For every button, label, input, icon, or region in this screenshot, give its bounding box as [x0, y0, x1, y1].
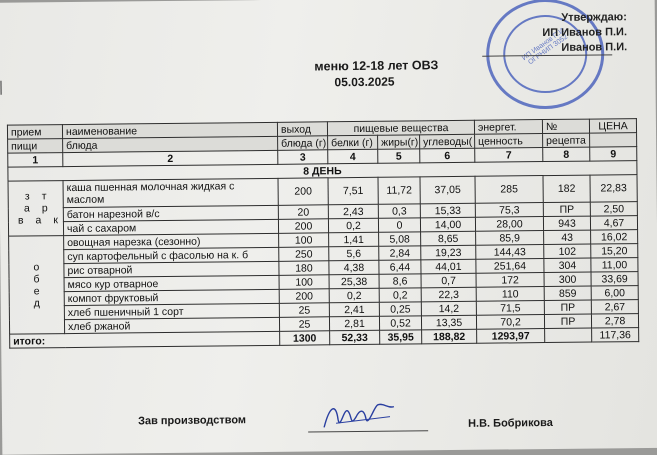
head-number: № — [542, 119, 589, 133]
dish-price: 22,83 — [590, 175, 637, 202]
index-cell: 2 — [63, 150, 278, 166]
dish-name: батон нарезной в/с — [63, 205, 278, 221]
head-carbs: углеводы( — [420, 134, 475, 149]
day-label: 8 ДЕНЬ — [8, 161, 637, 182]
dish-protein: 0,2 — [329, 288, 379, 303]
head-name: наименование — [62, 122, 277, 138]
approval-org: ИП Иванов П.И. — [542, 26, 628, 40]
head-name-2: блюда — [63, 136, 278, 152]
total-recipe — [545, 328, 592, 342]
margin-mark — [0, 81, 1, 95]
head-price-2 — [590, 133, 637, 147]
dish-weight: 200 — [278, 178, 328, 206]
approval-title: Утверждаю: — [561, 11, 627, 24]
dish-carbs: 44,01 — [421, 259, 476, 274]
dish-name: мясо кур отварное — [64, 275, 279, 291]
dish-name: рис отварной — [64, 261, 279, 277]
index-cell: 4 — [328, 149, 378, 164]
dish-price: 6,00 — [591, 286, 638, 300]
dish-protein: 2,41 — [329, 302, 379, 317]
dish-price: 2,78 — [591, 314, 638, 328]
head-energy: энергет. — [474, 120, 542, 135]
dish-price: 2,67 — [591, 300, 638, 314]
dish-carbs: 13,35 — [421, 315, 476, 330]
dish-fat: 11,72 — [378, 177, 420, 204]
dish-price: 4,67 — [590, 216, 637, 230]
dish-weight: 25 — [279, 317, 329, 332]
head-nutrients: пищевые вещества — [327, 120, 474, 136]
dish-recipe: 943 — [543, 216, 590, 230]
approval-person: Иванов П.И. — [561, 41, 628, 54]
dish-energy: 172 — [476, 273, 544, 288]
dish-recipe: 102 — [544, 244, 591, 258]
dish-fat: 0,52 — [379, 316, 421, 330]
dish-price: 15,20 — [591, 244, 638, 258]
total-energy: 1293,97 — [477, 329, 545, 344]
index-cell: 9 — [590, 147, 637, 161]
dish-name: хлеб пшеничный 1 сорт — [64, 303, 279, 319]
dish-price: 33,69 — [591, 272, 638, 286]
index-cell: 6 — [420, 148, 475, 163]
dish-energy: 85,9 — [476, 231, 544, 246]
dish-protein: 0,2 — [328, 218, 378, 233]
dish-protein: 2,43 — [328, 204, 378, 219]
dish-protein: 2,81 — [329, 316, 379, 331]
dish-fat: 0,25 — [379, 302, 421, 316]
dish-protein: 25,38 — [329, 274, 379, 289]
dish-weight: 100 — [279, 233, 329, 248]
menu-table — [7, 118, 639, 349]
dish-energy: 110 — [476, 287, 544, 302]
dish-fat: 8,6 — [379, 274, 421, 288]
dish-carbs: 19,23 — [421, 245, 476, 260]
lunch-label: о б е д — [9, 236, 65, 335]
dish-recipe: ПР — [544, 300, 591, 314]
dish-price: 2,50 — [590, 202, 637, 216]
head-protein: белки (г) — [328, 135, 378, 150]
manager-name: Н.В. Бобрикова — [468, 416, 553, 430]
dish-recipe: 304 — [544, 258, 591, 272]
dish-energy: 285 — [475, 176, 543, 204]
dish-energy: 75,3 — [475, 203, 543, 218]
head-meal-2: пищи — [8, 139, 63, 154]
index-cell: 7 — [475, 148, 543, 163]
dish-carbs: 15,33 — [420, 203, 475, 218]
dish-fat: 0 — [378, 218, 420, 232]
dish-recipe: ПР — [543, 202, 590, 216]
dish-protein: 4,38 — [329, 260, 379, 275]
dish-recipe: ПР — [544, 314, 591, 328]
dish-carbs: 37,05 — [420, 176, 475, 204]
index-cell: 1 — [8, 153, 63, 168]
dish-name: суп картофельный с фасолью на к. б — [64, 247, 279, 263]
head-price: ЦЕНА — [589, 119, 636, 133]
dish-name: овощная нарезка (сезонно) — [64, 233, 279, 249]
position-label: Зав производством — [137, 414, 247, 428]
dish-weight: 200 — [279, 289, 329, 304]
dish-carbs: 0,7 — [421, 273, 476, 288]
head-energy-2: ценность — [475, 134, 543, 149]
dish-fat: 0,2 — [379, 288, 421, 302]
total-protein: 52,33 — [330, 330, 380, 345]
dish-fat: 6,44 — [379, 260, 421, 274]
dish-weight: 250 — [279, 247, 329, 262]
stamp-text: ИП Иванов П.И. ОГРНИП 3052 — [520, 26, 570, 67]
dish-carbs: 22,3 — [421, 287, 476, 302]
dish-weight: 100 — [279, 275, 329, 290]
dish-weight: 180 — [279, 261, 329, 276]
head-recipe: рецепта — [543, 133, 590, 147]
dish-weight: 25 — [279, 303, 329, 318]
head-fat: жиры(г) — [378, 135, 420, 149]
dish-name: компот фруктовый — [64, 289, 279, 305]
dish-energy: 71,5 — [476, 301, 544, 316]
dish-energy: 28,00 — [475, 217, 543, 232]
dish-recipe: 43 — [544, 230, 591, 244]
dish-recipe: 182 — [543, 175, 590, 202]
dish-fat: 2,84 — [379, 246, 421, 260]
dish-fat: 5,08 — [379, 232, 421, 246]
dish-energy: 70,2 — [476, 315, 544, 330]
menu-title: меню 12-18 лет ОВЗ — [314, 58, 439, 74]
dish-carbs: 8,65 — [421, 231, 476, 246]
head-meal: прием — [7, 125, 62, 140]
index-cell: 3 — [278, 150, 328, 165]
dish-price: 16,02 — [591, 230, 638, 244]
dish-recipe: 859 — [544, 286, 591, 300]
dish-price: 11,00 — [591, 258, 638, 272]
dish-energy: 144,43 — [476, 245, 544, 260]
dish-name: чай с сахаром — [63, 219, 278, 235]
dish-recipe: 300 — [544, 272, 591, 286]
head-yield-2: блюда (г) — [278, 136, 328, 151]
total-price: 117,36 — [592, 328, 639, 342]
total-weight: 1300 — [280, 331, 330, 346]
dish-protein: 5,6 — [329, 246, 379, 261]
dish-name: каша пшенная молочная жидкая с маслом — [63, 178, 278, 207]
dish-protein: 1,41 — [329, 232, 379, 247]
total-label: итого: — [10, 331, 280, 348]
dish-weight: 200 — [278, 219, 328, 234]
total-fat: 35,95 — [380, 330, 422, 344]
total-carbs: 188,82 — [422, 329, 477, 344]
approval-block — [542, 10, 627, 56]
index-cell: 5 — [378, 149, 420, 163]
menu-date: 05.03.2025 — [334, 74, 395, 90]
dish-carbs: 14,2 — [421, 301, 476, 316]
dish-energy: 251,64 — [476, 259, 544, 274]
head-yield: выход — [277, 122, 327, 137]
dish-protein: 7,51 — [328, 177, 378, 205]
dish-weight: 20 — [278, 205, 328, 220]
dish-carbs: 14,00 — [420, 217, 475, 232]
breakfast-label: з т а р в а к — [8, 181, 64, 237]
dish-fat: 0,3 — [378, 204, 420, 218]
index-cell: 8 — [543, 147, 590, 161]
dish-name: хлеб ржаной — [64, 317, 279, 333]
